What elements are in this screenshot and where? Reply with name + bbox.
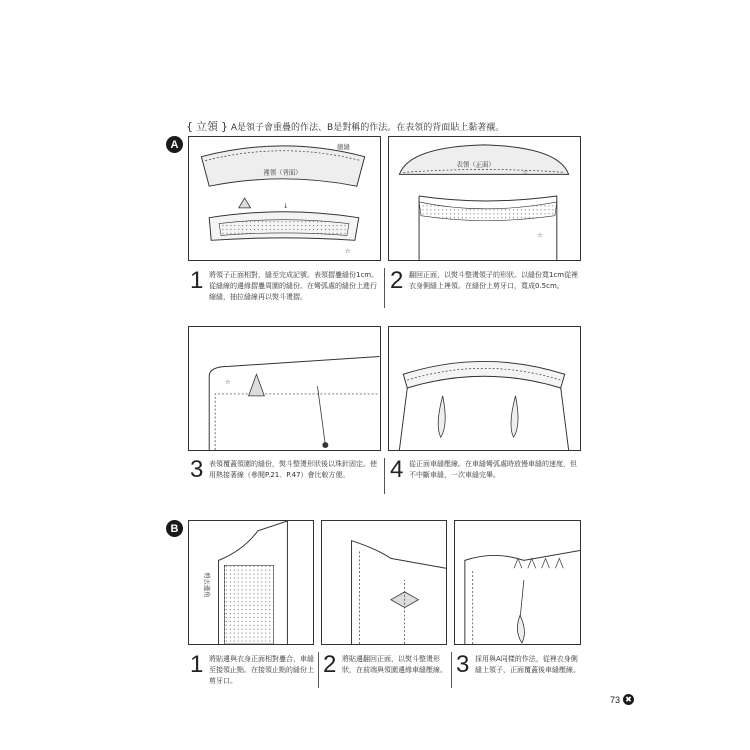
page-mark-icon: ✖ (623, 694, 634, 705)
collar-sewing-illustration (189, 137, 380, 260)
step-a3 (190, 456, 382, 483)
label-outer-collar: 表領（正面） (456, 160, 495, 169)
label-bias-stitch: 縮縫 (337, 142, 350, 151)
step-a4 (390, 456, 582, 483)
label-inner-collar: 裡領（背面） (263, 168, 302, 177)
step-text: 翻回正面，以熨斗整燙領子的形狀。以縫份寬1cm從裡衣身側縫上裡領。在縫份上剪牙口，寬成0.5cm。 (409, 271, 579, 290)
facing-sewing-illustration (189, 521, 313, 644)
page-number-text: 73 (609, 694, 620, 705)
step-text: 從正面車縫壓線。在車縫彎弧處時放慢車縫的速度，但不中斷車縫，一次車縫完畢。 (409, 460, 577, 479)
divider (384, 458, 385, 494)
collar-topstitch-illustration (389, 327, 580, 450)
panel-a4-illustration (388, 326, 581, 451)
label-cut-edge: 剪去邊角 (202, 572, 211, 598)
panel-a2-illustration (388, 136, 581, 261)
step-number: 3 (456, 651, 470, 678)
facing-press-illustration (322, 521, 446, 644)
label-star-a3: ☆ (224, 378, 231, 387)
divider (384, 268, 385, 308)
step-text: 表領覆蓋領圍的縫份，熨斗整燙形狀後以珠針固定。使用熱接著線（參閱P.21．P.47）會比較方便。 (209, 460, 377, 479)
step-b1 (190, 651, 316, 687)
step-a1 (190, 267, 382, 303)
step-number: 4 (390, 456, 404, 483)
label-star-a1: ☆ (345, 247, 351, 256)
collar-finish-illustration (455, 521, 580, 644)
panel-b1-illustration (188, 520, 314, 645)
step-text: 採用與A同樣的作法，從裡衣身側縫上領子，正面覆蓋後車縫壓線。 (475, 655, 580, 674)
step-number: 2 (390, 267, 404, 294)
divider (451, 652, 452, 688)
section-a-badge: A (166, 136, 183, 153)
heading-brace-close: } (221, 120, 228, 133)
step-number: 1 (190, 651, 204, 678)
step-text: 將貼邊翻回正面，以熨斗整燙形狀，在前端與領圍邊緣車縫壓線。 (342, 655, 447, 674)
label-arrow-a1: ↓ (283, 201, 289, 210)
step-number: 3 (190, 456, 204, 483)
label-star-a2-bottom: ☆ (537, 231, 543, 240)
heading-title: 立領 (196, 120, 218, 133)
section-b-badge: B (166, 520, 183, 537)
step-a2 (390, 267, 582, 294)
label-star-a2-top: ☆ (522, 168, 529, 177)
collar-attach-illustration (389, 137, 580, 260)
collar-pinning-illustration (189, 327, 380, 450)
panel-b2-illustration (321, 520, 447, 645)
panel-a3-illustration (188, 326, 381, 451)
section-heading (186, 118, 504, 134)
step-number: 2 (323, 651, 337, 678)
step-b3 (456, 651, 582, 678)
heading-brace-open: { (186, 120, 193, 133)
page-number (610, 694, 634, 705)
divider (318, 652, 319, 688)
step-b2 (323, 651, 449, 678)
panel-a1-illustration (188, 136, 381, 261)
step-number: 1 (190, 267, 204, 294)
step-text: 將貼邊與衣身正面相對疊合，車縫至接領止點。在接領止點的縫份上剪牙口。 (209, 655, 314, 685)
step-text: 將領子正面相對，縫至完成記號。表領摺疊縫份1cm。從縫線的邊緣摺疊周圍的縫份。在彎弧處的縫份上進行縮縫，抽拉縫線再以熨斗燙摺。 (209, 271, 379, 301)
panel-b3-illustration (454, 520, 581, 645)
heading-text: A是領子會重疊的作法、B是對稱的作法。在表領的背面貼上黏著襯。 (230, 123, 505, 133)
